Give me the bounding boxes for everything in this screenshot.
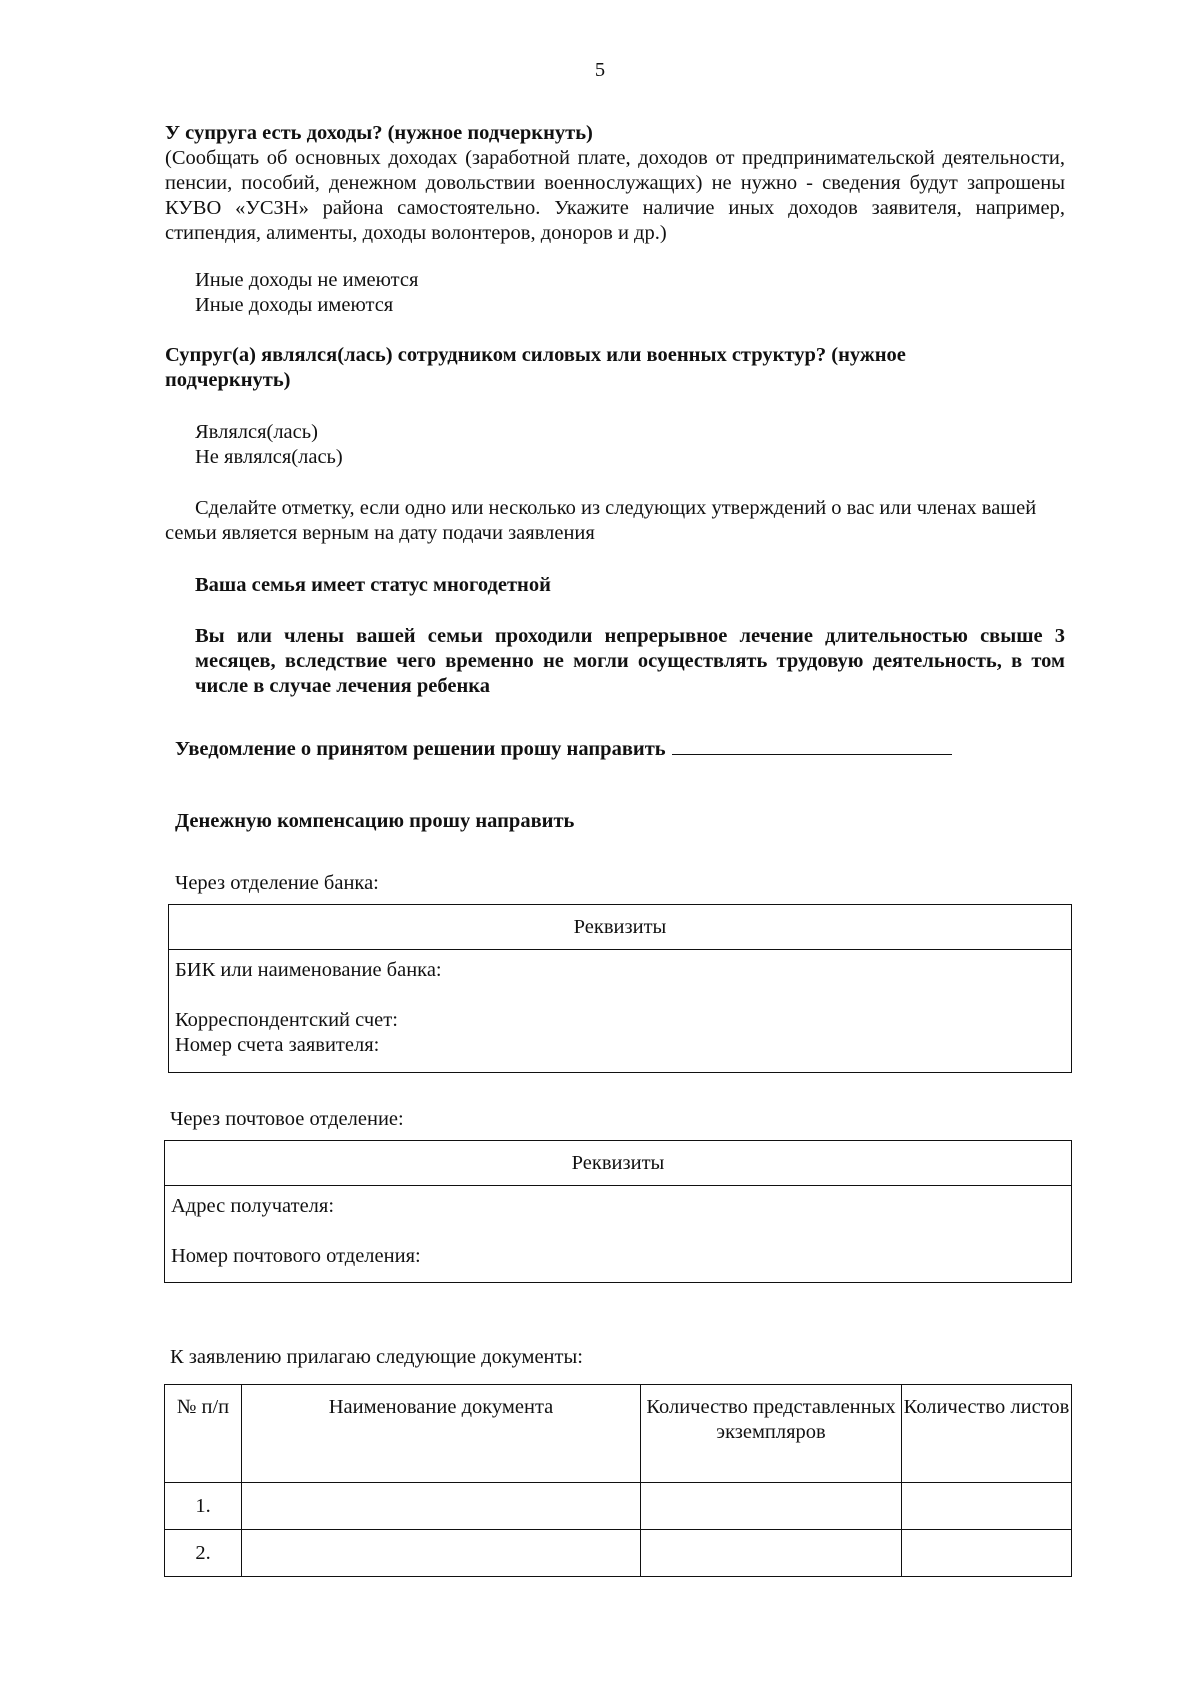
row-number: 2. [165, 1530, 242, 1577]
compensation-title: Денежную компенсацию прошу направить [175, 810, 575, 832]
post-requisites-table [164, 1140, 1072, 1283]
spouse-service-title: Супруг(а) являлся(лась) сотрудником силовых или военных структур? (нужное подчеркнуть) [165, 344, 906, 391]
page-number: 5 [594, 59, 606, 81]
table-row [165, 1530, 1072, 1577]
option-was-not-employee[interactable]: Не являлся(лась) [195, 446, 343, 468]
documents-label: К заявлению прилагаю следующие документы: [170, 1346, 583, 1368]
row-sheets-cell[interactable] [902, 1483, 1072, 1530]
row-number: 1. [165, 1483, 242, 1530]
post-label: Через почтовое отделение: [170, 1108, 404, 1130]
table-row [165, 1483, 1072, 1530]
col-number-header: № п/п [165, 1385, 242, 1483]
bank-requisites-header: Реквизиты [169, 905, 1072, 950]
option-was-employee[interactable]: Являлся(лась) [195, 421, 318, 443]
col-copies-header: Количество представленных экземпляров [641, 1385, 902, 1483]
bank-bik-field[interactable]: БИК или наименование банка: [175, 959, 442, 981]
statement-long-treatment[interactable]: Вы или члены вашей семьи проходили непрерывное лечение длительностью свыше 3 месяцев, вследствие чего временно не могли осуществлять трудовую деятельность, в том числе в случае лечения ребенка [195, 625, 1065, 697]
row-sheets-cell[interactable] [902, 1530, 1072, 1577]
post-address-field[interactable]: Адрес получателя: [171, 1195, 335, 1217]
row-copies-cell[interactable] [641, 1483, 902, 1530]
col-sheets-header: Количество листов [902, 1385, 1072, 1483]
statement-large-family[interactable]: Ваша семья имеет статус многодетной [195, 574, 551, 596]
spouse-income-note: (Сообщать об основных доходах (заработной плате, доходов от предпринимательской деятельности, пенсии, пособий, денежном довольствии военнослужащих) не нужно - сведения будут запрошены КУВО «УСЗН» района самостоятельно. Укажите наличие иных доходов заявителя, например, стипендия, алименты, доходы волонтеров, доноров и др.) [165, 147, 1065, 244]
bank-requisites-table [168, 904, 1072, 1073]
option-has-other-income[interactable]: Иные доходы имеются [195, 294, 394, 316]
row-name-cell[interactable] [242, 1483, 641, 1530]
documents-header-row [165, 1385, 1072, 1483]
documents-table [164, 1384, 1072, 1577]
row-copies-cell[interactable] [641, 1530, 902, 1577]
post-requisites-header: Реквизиты [165, 1141, 1072, 1186]
bank-label: Через отделение банка: [175, 872, 379, 894]
post-requisites-body [165, 1186, 1072, 1283]
bank-requisites-body [169, 950, 1072, 1073]
notification-label: Уведомление о принятом решении прошу направить [175, 738, 666, 760]
post-office-number-field[interactable]: Номер почтового отделения: [171, 1245, 421, 1267]
statements-intro: Сделайте отметку, если одно или несколько из следующих утверждений о вас или членах вашей семьи является верным на дату подачи заявления [165, 497, 1037, 544]
bank-account-number-field[interactable]: Номер счета заявителя: [175, 1034, 380, 1056]
notification-line [175, 734, 952, 762]
col-name-header: Наименование документа [242, 1385, 641, 1483]
spouse-income-title: У супруга есть доходы? (нужное подчеркнуть) [165, 122, 593, 144]
notification-blank-field[interactable] [672, 734, 952, 755]
row-name-cell[interactable] [242, 1530, 641, 1577]
bank-corr-account-field[interactable]: Корреспондентский счет: [175, 1009, 398, 1031]
option-no-other-income[interactable]: Иные доходы не имеются [195, 269, 419, 291]
